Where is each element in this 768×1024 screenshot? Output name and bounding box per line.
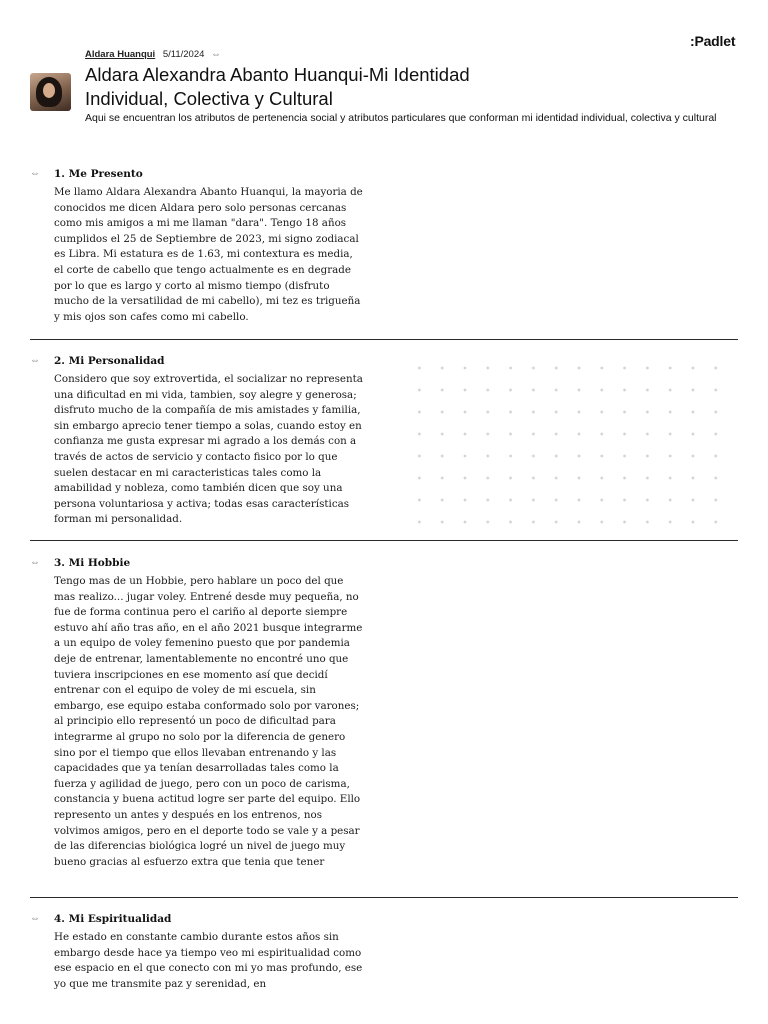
author-link[interactable]: Aldara Huanqui (85, 49, 156, 60)
post-title: 3. Mi Hobbie (54, 557, 131, 569)
post-body: Me llamo Aldara Alexandra Abanto Huanqui, la mayoria de conocidos me dicen Aldara pero solo personas cercanas como mis amigos a mi me llaman "dara". Tengo 18 años cumplidos el 25 de Septiembre de 2023, mi signo zodiacal es Libra. Mi estatura es de 1.63, mi contextura es media, el corte de cabello que tengo actualmente es en degrade por lo que es largo y corto al mismo tiempo (disfruto mucho de la versatilidad de mi cabello), mi tez es trigueña y mis ojos son cafes como mi cabello. (54, 186, 363, 323)
link-icon: ⇔ (30, 355, 40, 366)
link-icon: ⇔ (30, 557, 40, 568)
post-date: 5/11/2024 (162, 49, 205, 60)
padlet-logo[interactable]: :Padlet (690, 33, 736, 49)
link-icon: ⇔ (30, 913, 40, 924)
post-body: Considero que soy extrovertida, el socializar no representa una dificultad en mi vida, tambien, soy alegre y generosa; disfruto mucho de la compañía de mis amistades y familia, sin embargo aprecio tener tiempo a solas, cuando estoy en confianza me gusta expresar mi agrado a los demás con a través de actos de servicio y contacto fisico por lo que suelen destacar en mi caracteristicas tales como la amabilidad y nobleza, como también dicen que soy una persona voluntariosa y activa; todas esas características forman mi personalidad. (54, 373, 363, 526)
post-body: Tengo mas de un Hobbie, pero hablare un poco del que mas realizo... jugar voley. Entrené desde muy pequeña, no fue de forma continua pero el cariño al deporte siempre estuvo ahí año tras año, en el año 2021 busque integrarme a un equipo de voley femenino puesto que por pandemia deje de entrenar, lamentablemente no encontré uno que tuviera inscripciones en ese momento así que decidí entrenar con el equipo de voley de mi escuela, sin embargo, ese equipo estaba conformado solo por varones; al principio ello representó un poco de dificultad para integrarme al grupo no solo por la diferencia de genero sino por el tiempo que ellos llevaban entrenando y las capacidades que ya tenían desarrolladas tales como la fuerza y agilidad de juego, pero con un poco de carisma, constancia y buena actitud logre ser parte del equipo. Ello represento un antes y después en los entrenos, nos volvimos amigos, pero en el deporte todo se vale y a pesar de las diferencias biológica logré un nivel de juego muy bueno gracias al esfuerzo extra que tenia que tener (54, 575, 363, 868)
divider (30, 339, 738, 340)
link-icon: ⇔ (30, 168, 40, 179)
page-title: Aldara Alexandra Abanto Huanqui-Mi Identidad Individual, Colectiva y Cultural (85, 64, 470, 109)
divider (30, 540, 738, 541)
post-meta (85, 49, 221, 60)
dot-grid-pattern (408, 357, 728, 525)
link-icon: ⇔ (211, 49, 222, 60)
post-title: 2. Mi Personalidad (54, 355, 165, 367)
post-title: 4. Mi Espiritualidad (54, 913, 172, 925)
avatar-face (43, 83, 55, 98)
post-body: He estado en constante cambio durante estos años sin embargo desde hace ya tiempo veo mi espiritualidad como ese espacio en el que conecto con mi yo mas profundo, ese yo que me transmite paz y serenidad, en (54, 931, 363, 990)
page-description: Aqui se encuentran los atributos de pertenencia social y atributos particulares que conforman mi identidad individual, colectiva y cultural (85, 112, 717, 124)
divider (30, 897, 738, 898)
avatar (30, 73, 71, 111)
post-title: 1. Me Presento (54, 168, 143, 180)
